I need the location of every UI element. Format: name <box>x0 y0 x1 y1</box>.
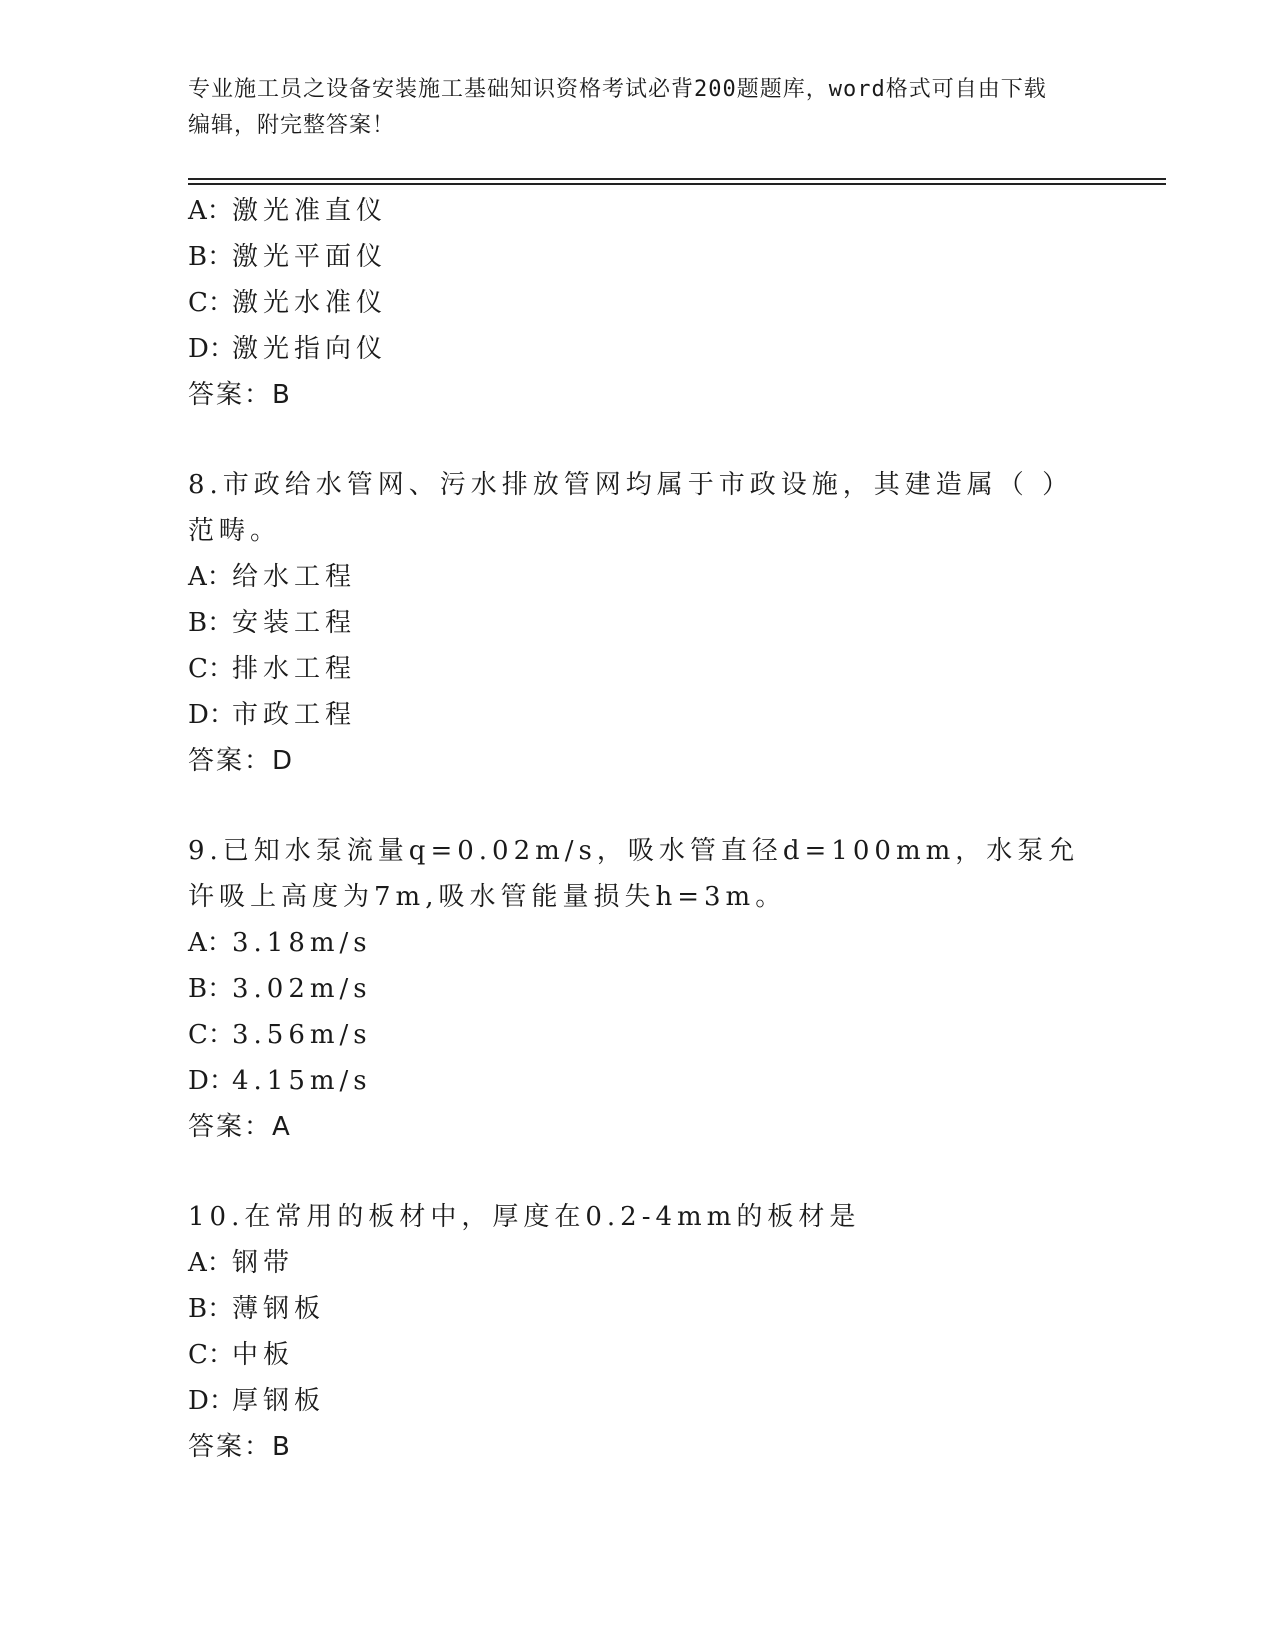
question-10 <box>188 1194 1168 1470</box>
option-d <box>188 1058 1168 1104</box>
option-key: A： <box>188 196 233 226</box>
option-text: 激光水准仪 <box>232 288 388 318</box>
header-divider-bottom <box>188 183 1166 185</box>
option-text: 激光准直仪 <box>232 196 388 226</box>
option-text: 钢带 <box>232 1248 295 1278</box>
question-8 <box>188 462 1168 784</box>
option-d <box>188 1378 1168 1424</box>
option-c <box>188 1012 1168 1058</box>
option-key: B： <box>188 1294 234 1324</box>
option-text: 给水工程 <box>232 562 357 592</box>
option-d <box>188 692 1168 738</box>
option-c <box>188 646 1168 692</box>
question-list <box>188 188 1168 1470</box>
option-b <box>188 1286 1168 1332</box>
answer-label: 答案：D <box>188 746 295 776</box>
option-key: D： <box>188 1386 235 1416</box>
option-key: C： <box>188 1340 234 1370</box>
option-key: D： <box>188 334 235 364</box>
option-key: B： <box>188 608 234 638</box>
option-text: 厚钢板 <box>232 1386 326 1416</box>
option-d <box>188 326 1168 372</box>
option-text: 4.15m/s <box>232 1066 372 1096</box>
option-key: B： <box>188 974 234 1004</box>
option-text: 市政工程 <box>232 700 357 730</box>
option-text: 3.18m/s <box>232 928 372 958</box>
option-key: C： <box>188 1020 234 1050</box>
option-key: D： <box>188 1066 235 1096</box>
option-key: A： <box>188 562 233 592</box>
option-a <box>188 920 1168 966</box>
option-c <box>188 280 1168 326</box>
option-key: B： <box>188 242 234 272</box>
question-7 <box>188 188 1168 418</box>
option-key: A： <box>188 928 233 958</box>
option-text: 排水工程 <box>232 654 357 684</box>
option-text: 激光平面仪 <box>232 242 388 272</box>
option-a <box>188 188 1168 234</box>
question-stem: 9.已知水泵流量q=0.02m/s，吸水管直径d=100mm，水泵允许吸上高度为7m,吸水管能量损失h=3m。 <box>188 836 1080 912</box>
answer-label: 答案：A <box>188 1112 292 1142</box>
option-a <box>188 1240 1168 1286</box>
option-text: 3.02m/s <box>232 974 372 1004</box>
option-key: A： <box>188 1248 233 1278</box>
answer-label: 答案：B <box>188 1432 292 1462</box>
question-9 <box>188 828 1168 1150</box>
option-key: C： <box>188 654 234 684</box>
option-key: D： <box>188 700 235 730</box>
header-divider-top <box>188 178 1166 180</box>
answer-label: 答案：B <box>188 380 292 410</box>
option-b <box>188 234 1168 280</box>
question-stem: 10.在常用的板材中，厚度在0.2-4mm的板材是 <box>188 1202 861 1232</box>
option-text: 3.56m/s <box>232 1020 372 1050</box>
option-c <box>188 1332 1168 1378</box>
option-a <box>188 554 1168 600</box>
option-key: C： <box>188 288 234 318</box>
option-b <box>188 966 1168 1012</box>
option-text: 激光指向仪 <box>232 334 388 364</box>
option-text: 中板 <box>232 1340 295 1370</box>
option-text: 安装工程 <box>232 608 357 638</box>
option-text: 薄钢板 <box>232 1294 326 1324</box>
document-header: 专业施工员之设备安装施工基础知识资格考试必背200题题库，word格式可自由下载编辑，附完整答案！ <box>188 77 1047 138</box>
option-b <box>188 600 1168 646</box>
question-stem: 8.市政给水管网、污水排放管网均属于市政设施，其建造属（ ）范畴。 <box>188 470 1074 546</box>
